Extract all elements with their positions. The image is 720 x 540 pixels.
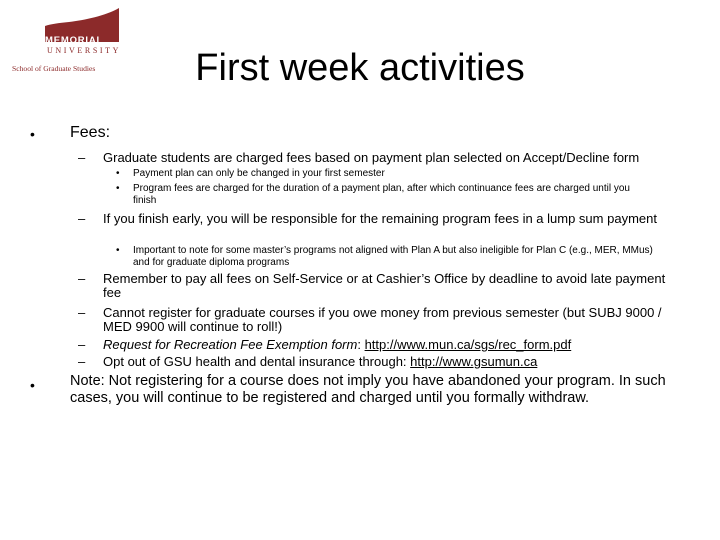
bullet-icon: • — [30, 126, 35, 142]
dash-icon: – — [78, 150, 86, 165]
dash-icon: – — [78, 211, 86, 226]
slide-title: First week activities — [195, 47, 525, 89]
dash-icon: – — [78, 354, 86, 369]
logo-word-memorial: MEMORIAL — [45, 35, 104, 46]
fees-subitem-text: Important to note for some master’s programs not aligned with Plan A but also ineligible for Plan C (e.g., MER, MMus) and for graduate diploma programs — [133, 245, 653, 268]
bullet-icon: • — [116, 183, 120, 194]
dash-icon: – — [78, 271, 86, 286]
fees-label: Fees: — [70, 124, 111, 141]
fees-item-text: Cannot register for graduate courses if you owe money from previous semester (but SUBJ 9000 / MED 9900 will continue to roll!) — [103, 305, 662, 334]
label-separator: : — [357, 337, 365, 352]
fees-item-text: Remember to pay all fees on Self-Service or at Cashier’s Office by deadline to avoid late payment fee — [103, 271, 666, 300]
bullet-icon: • — [116, 245, 120, 256]
fees-item-text: Graduate students are charged fees based on payment plan selected on Accept/Decline form — [103, 150, 640, 165]
gsu-opt-out-label: Opt out of GSU health and dental insurance through: — [103, 354, 411, 369]
recreation-form-label: Request for Recreation Fee Exemption form — [103, 337, 358, 352]
registration-note: Note: Not registering for a course does not imply you have abandoned your program. In such cases, you will continue to be registered and charged until you formally withdraw. — [70, 373, 666, 406]
fees-item-text: If you finish early, you will be responsible for the remaining program fees in a lump sum payment — [103, 211, 657, 226]
fees-subitem-text: Program fees are charged for the duration of a payment plan, after which continuance fees are charged until you finish — [133, 183, 630, 206]
logo-word-university: UNIVERSITY — [47, 46, 121, 55]
fees-item-text — [103, 355, 683, 369]
logo-subtitle: School of Graduate Studies — [12, 64, 96, 73]
dash-icon: – — [78, 337, 86, 352]
bullet-icon: • — [30, 377, 35, 393]
bullet-icon: • — [116, 168, 120, 179]
dash-icon: – — [78, 305, 86, 320]
fees-subitem-text: Payment plan can only be changed in your first semester — [133, 168, 385, 179]
fees-item-text — [103, 338, 683, 352]
gsumun-link[interactable]: http://www.gsumun.ca — [410, 354, 538, 369]
recreation-form-link[interactable]: http://www.mun.ca/sgs/rec_form.pdf — [364, 337, 572, 352]
